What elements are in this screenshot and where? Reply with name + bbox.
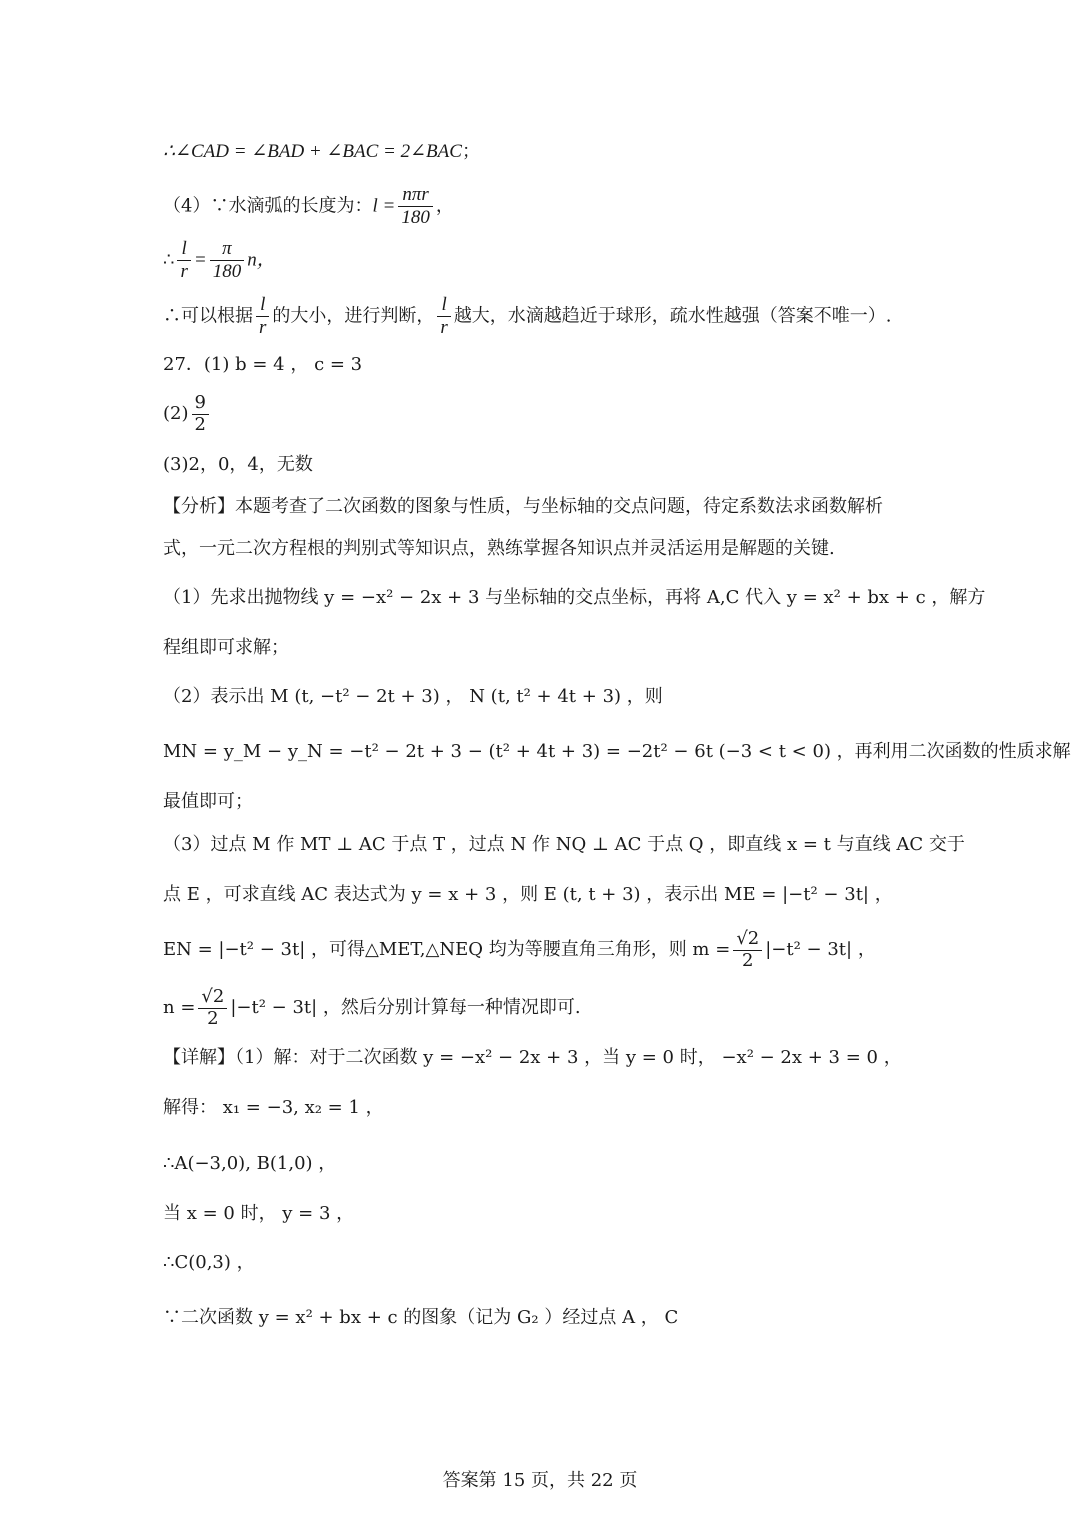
line-24: ∵二次函数 y = x² + bx + c 的图象（记为 G₂ ）经过点 A ， C (163, 1307, 679, 1328)
line-14: 最值即可； (163, 791, 253, 812)
line-10: （1）先求出抛物线 y = −x² − 2x + 3 与坐标轴的交点坐标，再将 A,C 代入 y = x² + bx + c ，解方 (163, 587, 986, 608)
line-5: 27．(1) b = 4 ， c = 3 (163, 354, 363, 375)
fraction: $\frac{√2}{2}$ (733, 929, 762, 971)
line-17: EN = |−t² − 3t| ，可得△MET,△NEQ 均为等腰直角三角形，则 m = $\frac{√2}{2}$ |−t² − 3t| ， (163, 928, 876, 971)
line-4: ∴可以根据 $\frac{l}{r}$ 的大小，进行判断， $\frac{l}{r}$ 越大，水滴越趋近于球形，疏水性越强（答案不唯一）. (163, 294, 892, 338)
fraction: $\frac{l}{r}$ (256, 294, 269, 339)
line-22: 当 x = 0 时， y = 3 ， (163, 1203, 355, 1224)
page-footer: 答案第 15 页，共 22 页 (442, 1470, 638, 1491)
line-6: (2) $\frac{9}{2}$ (163, 393, 212, 435)
fraction: $\frac{l}{r}$ (437, 294, 450, 339)
line-15: （3）过点 M 作 MT ⊥ AC 于点 T ，过点 N 作 NQ ⊥ AC 于点 Q ，即直线 x = t 与直线 AC 交于 (163, 834, 965, 855)
line-21: ∴A(−3,0), B(1,0) ， (163, 1153, 337, 1174)
fraction: $\frac{l}{r}$ (177, 238, 190, 283)
line-20: 解得： x₁ = −3, x₂ = 1 ， (163, 1097, 384, 1118)
line-9: 式，一元二次方程根的判别式等知识点，熟练掌握各知识点并灵活运用是解题的关键. (163, 538, 835, 559)
line-13: MN = y_M − y_N = −t² − 2t + 3 − (t² + 4t + 3) = −2t² − 6t (−3 < t < 0) ，再利用二次函数的性质求解 (163, 741, 1071, 762)
line-1: ∴∠CAD = ∠BAD + ∠BAC = 2∠BAC； (163, 141, 480, 162)
line-11: 程组即可求解； (163, 637, 289, 658)
line-7: (3)2，0，4，无数 (163, 454, 313, 475)
line-2: （4）∵水滴弧的长度为：l = $\frac{\text{nπr}}{180}$ ， (163, 184, 454, 228)
fraction: $\frac{\pi}{180}$ (210, 238, 245, 283)
line-23: ∴C(0,3) ， (163, 1252, 255, 1273)
line-3: ∴ $\frac{l}{r}$ = $\frac{\pi}{180}$ n， (163, 238, 276, 282)
line-12: （2）表示出 M (t, −t² − 2t + 3) ， N (t, t² + 4t + 3) ，则 (163, 686, 663, 707)
fraction: $\frac{9}{2}$ (192, 393, 209, 435)
line-8: 【分析】本题考查了二次函数的图象与性质，与坐标轴的交点问题，待定系数法求函数解析 (163, 496, 883, 517)
fraction: $\frac{√2}{2}$ (198, 987, 227, 1029)
line-16: 点 E ，可求直线 AC 表达式为 y = x + 3 ，则 E (t, t + 3) ，表示出 ME = |−t² − 3t| ， (163, 884, 893, 905)
line-18: n = $\frac{√2}{2}$ |−t² − 3t| ，然后分别计算每一种情况即可. (163, 986, 581, 1029)
line-19: 【详解】（1）解：对于二次函数 y = −x² − 2x + 3 ，当 y = 0 时， −x² − 2x + 3 = 0 ， (163, 1047, 902, 1068)
fraction: $\frac{\text{nπr}}{180}$ (398, 184, 433, 229)
